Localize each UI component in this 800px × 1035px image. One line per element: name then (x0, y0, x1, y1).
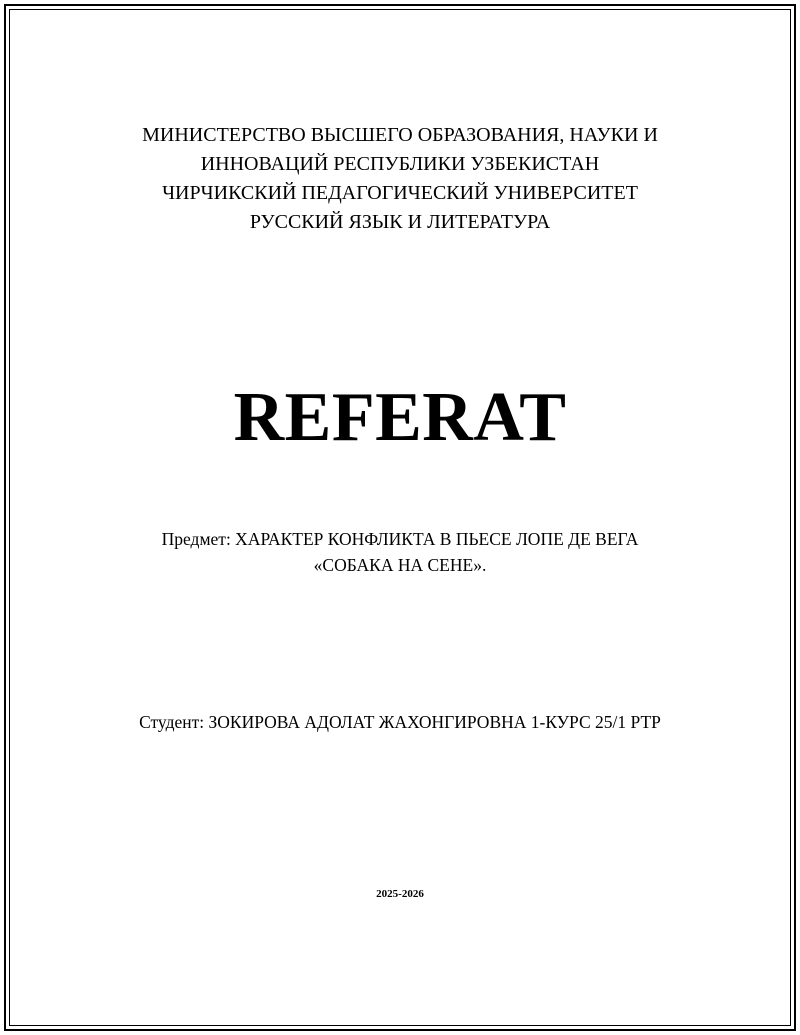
subject-line-2: «СОБАКА НА СЕНЕ». (313, 555, 487, 575)
subject-block (0, 526, 800, 578)
header-line-department: РУССКИЙ ЯЗЫК И ЛИТЕРАТУРА (249, 211, 551, 233)
subject-line-1: Предмет: ХАРАКТЕР КОНФЛИКТА В ПЬЕСЕ ЛОПЕ ДЕ ВЕГА (161, 529, 639, 549)
academic-year: 2025-2026 (376, 888, 424, 900)
student-line: Студент: ЗОКИРОВА АДОЛАТ ЖАХОНГИРОВНА 1-КУРС 25/1 РТР (139, 712, 661, 732)
header-line-university: ЧИРЧИКСКИЙ ПЕДАГОГИЧЕСКИЙ УНИВЕРСИТЕТ (162, 182, 638, 204)
header-line-ministry-2: ИННОВАЦИЙ РЕСПУБЛИКИ УЗБЕКИСТАН (200, 153, 600, 175)
institution-header (0, 121, 800, 237)
document-title: REFERAT (233, 379, 567, 456)
header-line-ministry-1: МИНИСТЕРСТВО ВЫСШЕГО ОБРАЗОВАНИЯ, НАУКИ И (142, 124, 658, 146)
